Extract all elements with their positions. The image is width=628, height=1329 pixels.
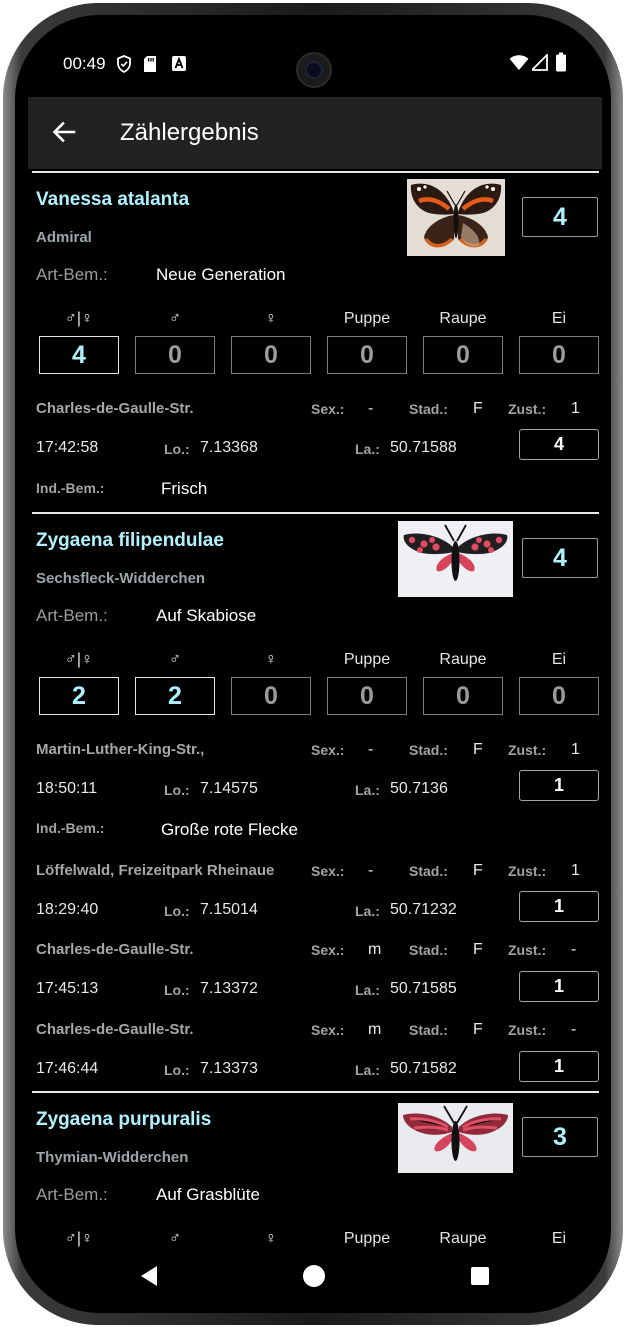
- lo-value: 7.13368: [200, 439, 258, 456]
- lo-value: 7.15014: [200, 901, 258, 918]
- record-location: Charles-de-Gaulle-Str.: [36, 400, 194, 417]
- header-female: ♀: [265, 651, 277, 668]
- front-camera: [296, 52, 332, 88]
- count-mixed-sex[interactable]: 4: [39, 336, 119, 374]
- zust-value: 1: [571, 741, 580, 758]
- species-common-name: Thymian-Widderchen: [36, 1149, 189, 1166]
- header-mixed-sex: ♂|♀: [64, 310, 94, 327]
- la-value: 50.7136: [390, 780, 448, 797]
- count-female[interactable]: 0: [231, 336, 311, 374]
- nav-back-button[interactable]: [129, 1260, 169, 1292]
- sex-value: -: [368, 400, 374, 417]
- zust-label: Zust.:: [508, 942, 547, 958]
- art-bem-value[interactable]: Auf Grasblüte: [156, 1185, 260, 1204]
- header-mixed-sex: ♂|♀: [64, 1230, 94, 1247]
- art-bem-value[interactable]: Neue Generation: [156, 265, 286, 284]
- header-female: ♀: [265, 310, 277, 327]
- art-bem-label: Art-Bem.:: [36, 265, 108, 284]
- stad-label: Stad.:: [409, 863, 448, 879]
- nav-home-button[interactable]: [294, 1260, 334, 1292]
- record-count[interactable]: 4: [519, 429, 599, 460]
- header-egg: Ei: [551, 651, 567, 668]
- lo-label: Lo.:: [164, 782, 190, 798]
- count-egg[interactable]: 0: [519, 336, 599, 374]
- sex-label: Sex.:: [311, 863, 345, 879]
- stad-label: Stad.:: [409, 401, 448, 417]
- zust-label: Zust.:: [508, 863, 547, 879]
- keyboard-a-icon: [171, 55, 187, 72]
- count-male[interactable]: 2: [135, 677, 215, 715]
- header-pupa: Puppe: [343, 310, 391, 327]
- zust-value: -: [571, 1021, 577, 1038]
- battery-icon: [555, 52, 567, 72]
- record-location: Martin-Luther-King-Str.,: [36, 741, 205, 758]
- la-label: La.:: [355, 982, 380, 998]
- nav-recents-button[interactable]: [460, 1260, 500, 1292]
- la-value: 50.71585: [390, 980, 457, 997]
- wifi-icon: [509, 54, 529, 71]
- header-caterpillar: Raupe: [439, 310, 487, 327]
- butterfly-photo: [407, 179, 505, 256]
- record-time: 18:50:11: [36, 780, 98, 797]
- status-time: 00:49: [63, 54, 106, 73]
- ind-bem-label: Ind.-Bem.:: [36, 480, 105, 496]
- header-pupa: Puppe: [343, 1230, 391, 1247]
- divider: [32, 171, 599, 173]
- sex-label: Sex.:: [311, 1022, 345, 1038]
- divider: [32, 512, 599, 514]
- sex-value: -: [368, 862, 374, 879]
- la-label: La.:: [355, 782, 380, 798]
- ind-bem-value[interactable]: Große rote Flecke: [161, 820, 298, 839]
- zust-label: Zust.:: [508, 401, 547, 417]
- app-bar: [28, 97, 602, 169]
- lo-value: 7.13372: [200, 980, 258, 997]
- species-scientific-name: Vanessa atalanta: [36, 189, 190, 210]
- header-pupa: Puppe: [343, 651, 391, 668]
- lo-label: Lo.:: [164, 903, 190, 919]
- record-time: 18:29:40: [36, 901, 99, 918]
- stad-label: Stad.:: [409, 942, 448, 958]
- sex-value: m: [368, 941, 382, 958]
- moth-photo: [398, 521, 513, 597]
- ind-bem-value[interactable]: Frisch: [161, 479, 208, 498]
- header-egg: Ei: [551, 310, 567, 327]
- sex-label: Sex.:: [311, 942, 345, 958]
- zust-value: 1: [571, 862, 580, 879]
- stad-label: Stad.:: [409, 742, 448, 758]
- system-nav-bar: [28, 1252, 602, 1300]
- count-pupa[interactable]: 0: [327, 677, 407, 715]
- species-common-name: Admiral: [36, 229, 92, 246]
- record-time: 17:42:58: [36, 439, 99, 456]
- art-bem-label: Art-Bem.:: [36, 1185, 108, 1204]
- cell-signal-icon: [532, 54, 548, 71]
- count-egg[interactable]: 0: [519, 677, 599, 715]
- record-time: 17:45:13: [36, 980, 99, 997]
- moth-photo: [398, 1103, 513, 1173]
- species-scientific-name: Zygaena purpuralis: [36, 1109, 212, 1130]
- header-female: ♀: [265, 1230, 277, 1247]
- triangle-back-icon: [139, 1265, 159, 1287]
- stad-value: F: [473, 400, 483, 417]
- sd-card-icon: [143, 55, 157, 73]
- sex-label: Sex.:: [311, 742, 345, 758]
- la-value: 50.71588: [390, 439, 457, 456]
- lo-value: 7.14575: [200, 780, 258, 797]
- la-value: 50.71582: [390, 1060, 457, 1077]
- stad-value: F: [473, 1021, 483, 1038]
- species-scientific-name: Zygaena filipendulae: [36, 530, 224, 551]
- count-female[interactable]: 0: [231, 677, 311, 715]
- count-caterpillar[interactable]: 0: [423, 677, 503, 715]
- lo-value: 7.13373: [200, 1060, 258, 1077]
- screen: [28, 30, 602, 1300]
- la-value: 50.71232: [390, 901, 457, 918]
- la-label: La.:: [355, 903, 380, 919]
- art-bem-value[interactable]: Auf Skabiose: [156, 606, 257, 625]
- lo-label: Lo.:: [164, 1062, 190, 1078]
- header-egg: Ei: [551, 1230, 567, 1247]
- stad-value: F: [473, 862, 483, 879]
- species-total-count: 3: [522, 1117, 598, 1157]
- la-label: La.:: [355, 1062, 380, 1078]
- count-pupa[interactable]: 0: [327, 336, 407, 374]
- stad-label: Stad.:: [409, 1022, 448, 1038]
- lo-label: Lo.:: [164, 982, 190, 998]
- species-common-name: Sechsfleck-Widderchen: [36, 570, 206, 587]
- record-time: 17:46:44: [36, 1060, 99, 1077]
- record-count[interactable]: 1: [519, 971, 599, 1002]
- zust-label: Zust.:: [508, 1022, 547, 1038]
- sex-value: m: [368, 1021, 382, 1038]
- sex-value: -: [368, 741, 374, 758]
- back-arrow-icon[interactable]: [50, 118, 78, 146]
- square-recents-icon: [470, 1266, 490, 1286]
- page-title: Zählergebnis: [120, 119, 259, 146]
- art-bem-label: Art-Bem.:: [36, 606, 108, 625]
- record-location: Charles-de-Gaulle-Str.: [36, 941, 194, 958]
- header-male: ♂: [169, 651, 181, 668]
- zust-value: -: [571, 941, 577, 958]
- species-total-count: 4: [522, 197, 598, 237]
- header-mixed-sex: ♂|♀: [64, 651, 94, 668]
- divider: [32, 1091, 599, 1093]
- count-caterpillar[interactable]: 0: [423, 336, 503, 374]
- species-total-count: 4: [522, 538, 598, 578]
- sex-label: Sex.:: [311, 401, 345, 417]
- circle-home-icon: [302, 1264, 326, 1288]
- header-caterpillar: Raupe: [439, 1230, 487, 1247]
- shield-icon: [116, 55, 132, 73]
- lo-label: Lo.:: [164, 441, 190, 457]
- header-male: ♂: [169, 1230, 181, 1247]
- header-caterpillar: Raupe: [439, 651, 487, 668]
- ind-bem-label: Ind.-Bem.:: [36, 820, 105, 836]
- la-label: La.:: [355, 441, 380, 457]
- count-mixed-sex[interactable]: 2: [39, 677, 119, 715]
- record-location: Charles-de-Gaulle-Str.: [36, 1021, 194, 1038]
- status-bar: [28, 30, 602, 96]
- stad-value: F: [473, 941, 483, 958]
- zust-label: Zust.:: [508, 742, 547, 758]
- record-count[interactable]: 1: [519, 891, 599, 922]
- stad-value: F: [473, 741, 483, 758]
- count-male[interactable]: 0: [135, 336, 215, 374]
- record-location: Löffelwald, Freizeitpark Rheinaue: [36, 862, 275, 879]
- zust-value: 1: [571, 400, 580, 417]
- record-count[interactable]: 1: [519, 770, 599, 801]
- record-count[interactable]: 1: [519, 1051, 599, 1082]
- header-male: ♂: [169, 310, 181, 327]
